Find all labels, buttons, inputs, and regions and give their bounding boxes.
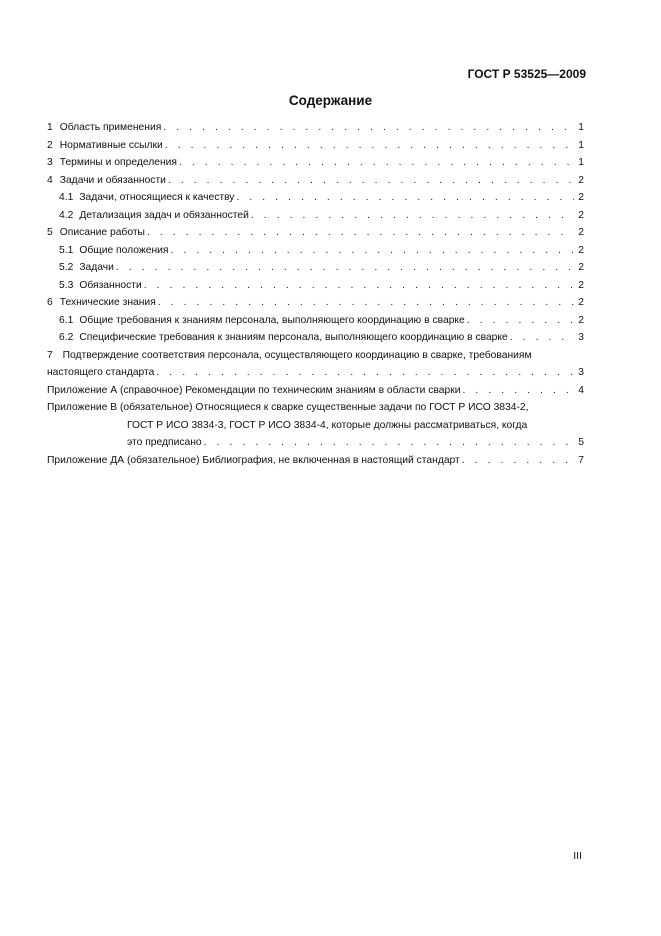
toc-entry-4-2[interactable] <box>47 207 584 225</box>
toc-entry-number: 6.1 <box>59 314 74 326</box>
toc-entry-page: 2 <box>578 279 584 291</box>
toc-entry-title: Задачи и обязанности <box>59 174 166 186</box>
toc-entry-number: 5.1 <box>59 244 74 256</box>
toc-entry-5[interactable] <box>47 224 584 242</box>
toc-entry-page: 7 <box>578 454 584 466</box>
toc-entry-number: 1 <box>47 122 53 133</box>
toc-entry-page: 1 <box>578 122 584 133</box>
toc-entry-title: Область применения <box>59 122 162 133</box>
toc-entry-title: Обязанности <box>79 279 142 291</box>
toc-appendix-title: Приложение ДА (обязательное) Библиография, не включенная в настоящий стандарт <box>47 454 460 466</box>
dot-leader <box>463 382 574 400</box>
toc-entry-5-2[interactable] <box>47 259 584 277</box>
toc-entry-title: Общие требования к знаниям персонала, выполняющего координацию в сварке <box>79 314 465 326</box>
toc-entry-page: 2 <box>578 227 584 238</box>
page-number: III <box>573 850 582 862</box>
toc-entry-title: Детализация задач и обязанностей <box>79 209 249 221</box>
toc-entry-number: 3 <box>47 157 53 168</box>
dot-leader <box>165 137 574 155</box>
dot-leader <box>158 294 574 312</box>
table-of-contents <box>47 119 584 469</box>
toc-appendix-title-continued: ГОСТ Р ИСО 3834-3, ГОСТ Р ИСО 3834-4, которые должны рассматриваться, когда <box>127 419 528 431</box>
dot-leader <box>510 329 574 347</box>
toc-entry-number: 7 <box>47 349 53 361</box>
toc-entry-number: 2 <box>47 139 53 151</box>
toc-entry-number: 5.3 <box>59 279 74 291</box>
toc-entry-5-1[interactable] <box>47 242 584 260</box>
toc-entry-page: 3 <box>578 367 584 378</box>
toc-entry-4-1[interactable] <box>47 189 584 207</box>
toc-entry-title: Задачи <box>79 262 114 273</box>
toc-entry-title-continued: настоящего стандарта <box>47 367 155 378</box>
toc-entry-4[interactable] <box>47 172 584 190</box>
toc-entry-number: 5.2 <box>59 262 74 273</box>
dot-leader <box>251 207 574 225</box>
toc-entry-page: 1 <box>578 139 584 151</box>
dot-leader <box>163 119 574 137</box>
toc-appendix-title-continued: это предписано <box>127 437 202 448</box>
toc-entry-2[interactable] <box>47 137 584 155</box>
toc-entry-5-3[interactable] <box>47 277 584 295</box>
toc-entry-title: Задачи, относящиеся к качеству <box>79 192 235 203</box>
toc-entry-page: 2 <box>578 297 584 308</box>
toc-entry-3[interactable] <box>47 154 584 172</box>
dot-leader <box>156 364 574 382</box>
toc-appendix-title: Приложение В (обязательное) Относящиеся к сварке существенные задачи по ГОСТ Р ИСО 3834-2, <box>47 402 529 413</box>
toc-entry-title: Подтверждение соответствия персонала, осуществляющего координацию в сварке, требованиям <box>62 349 532 361</box>
toc-entry-number: 4.2 <box>59 209 74 221</box>
toc-entry-page: 2 <box>578 314 584 326</box>
toc-entry-title: Термины и определения <box>59 157 177 168</box>
toc-entry-title: Общие положения <box>79 244 169 256</box>
toc-entry-title: Специфические требования к знаниям персонала, выполняющего координацию в сварке <box>79 332 508 343</box>
toc-entry-number: 5 <box>47 227 53 238</box>
toc-entry-number: 6.2 <box>59 332 74 343</box>
toc-appendix-b[interactable] <box>47 399 584 452</box>
toc-entry-page: 2 <box>578 262 584 273</box>
dot-leader <box>179 154 574 172</box>
document-code: ГОСТ Р 53525—2009 <box>467 67 586 81</box>
toc-entry-page: 2 <box>578 174 584 186</box>
toc-entry-number: 4 <box>47 174 53 186</box>
toc-entry-6-2[interactable] <box>47 329 584 347</box>
toc-entry-6-1[interactable] <box>47 312 584 330</box>
toc-appendix-da[interactable] <box>47 452 584 470</box>
dot-leader <box>116 259 574 277</box>
toc-entry-1[interactable] <box>47 119 584 137</box>
toc-entry-number: 4.1 <box>59 192 74 203</box>
dot-leader <box>462 452 574 470</box>
dot-leader <box>168 172 574 190</box>
toc-entry-title: Описание работы <box>59 227 145 238</box>
toc-entry-page: 4 <box>578 384 584 396</box>
toc-entry-6[interactable] <box>47 294 584 312</box>
dot-leader <box>236 189 574 207</box>
dot-leader <box>144 277 574 295</box>
toc-entry-title: Технические знания <box>59 297 156 308</box>
dot-leader <box>204 434 574 452</box>
toc-appendix-a[interactable] <box>47 382 584 400</box>
dot-leader <box>467 312 574 330</box>
toc-entry-page: 2 <box>578 209 584 221</box>
toc-entry-page: 1 <box>578 157 584 168</box>
dot-leader <box>171 242 575 260</box>
toc-entry-number: 6 <box>47 297 53 308</box>
toc-entry-page: 5 <box>578 437 584 448</box>
dot-leader <box>147 224 574 242</box>
toc-title: Содержание <box>288 93 373 108</box>
toc-entry-page: 2 <box>578 244 584 256</box>
toc-appendix-title: Приложение А (справочное) Рекомендации по техническим знаниям в области сварки <box>47 384 461 396</box>
toc-entry-7[interactable] <box>47 347 584 382</box>
toc-entry-title: Нормативные ссылки <box>59 139 163 151</box>
toc-entry-page: 2 <box>578 192 584 203</box>
toc-entry-page: 3 <box>578 332 584 343</box>
